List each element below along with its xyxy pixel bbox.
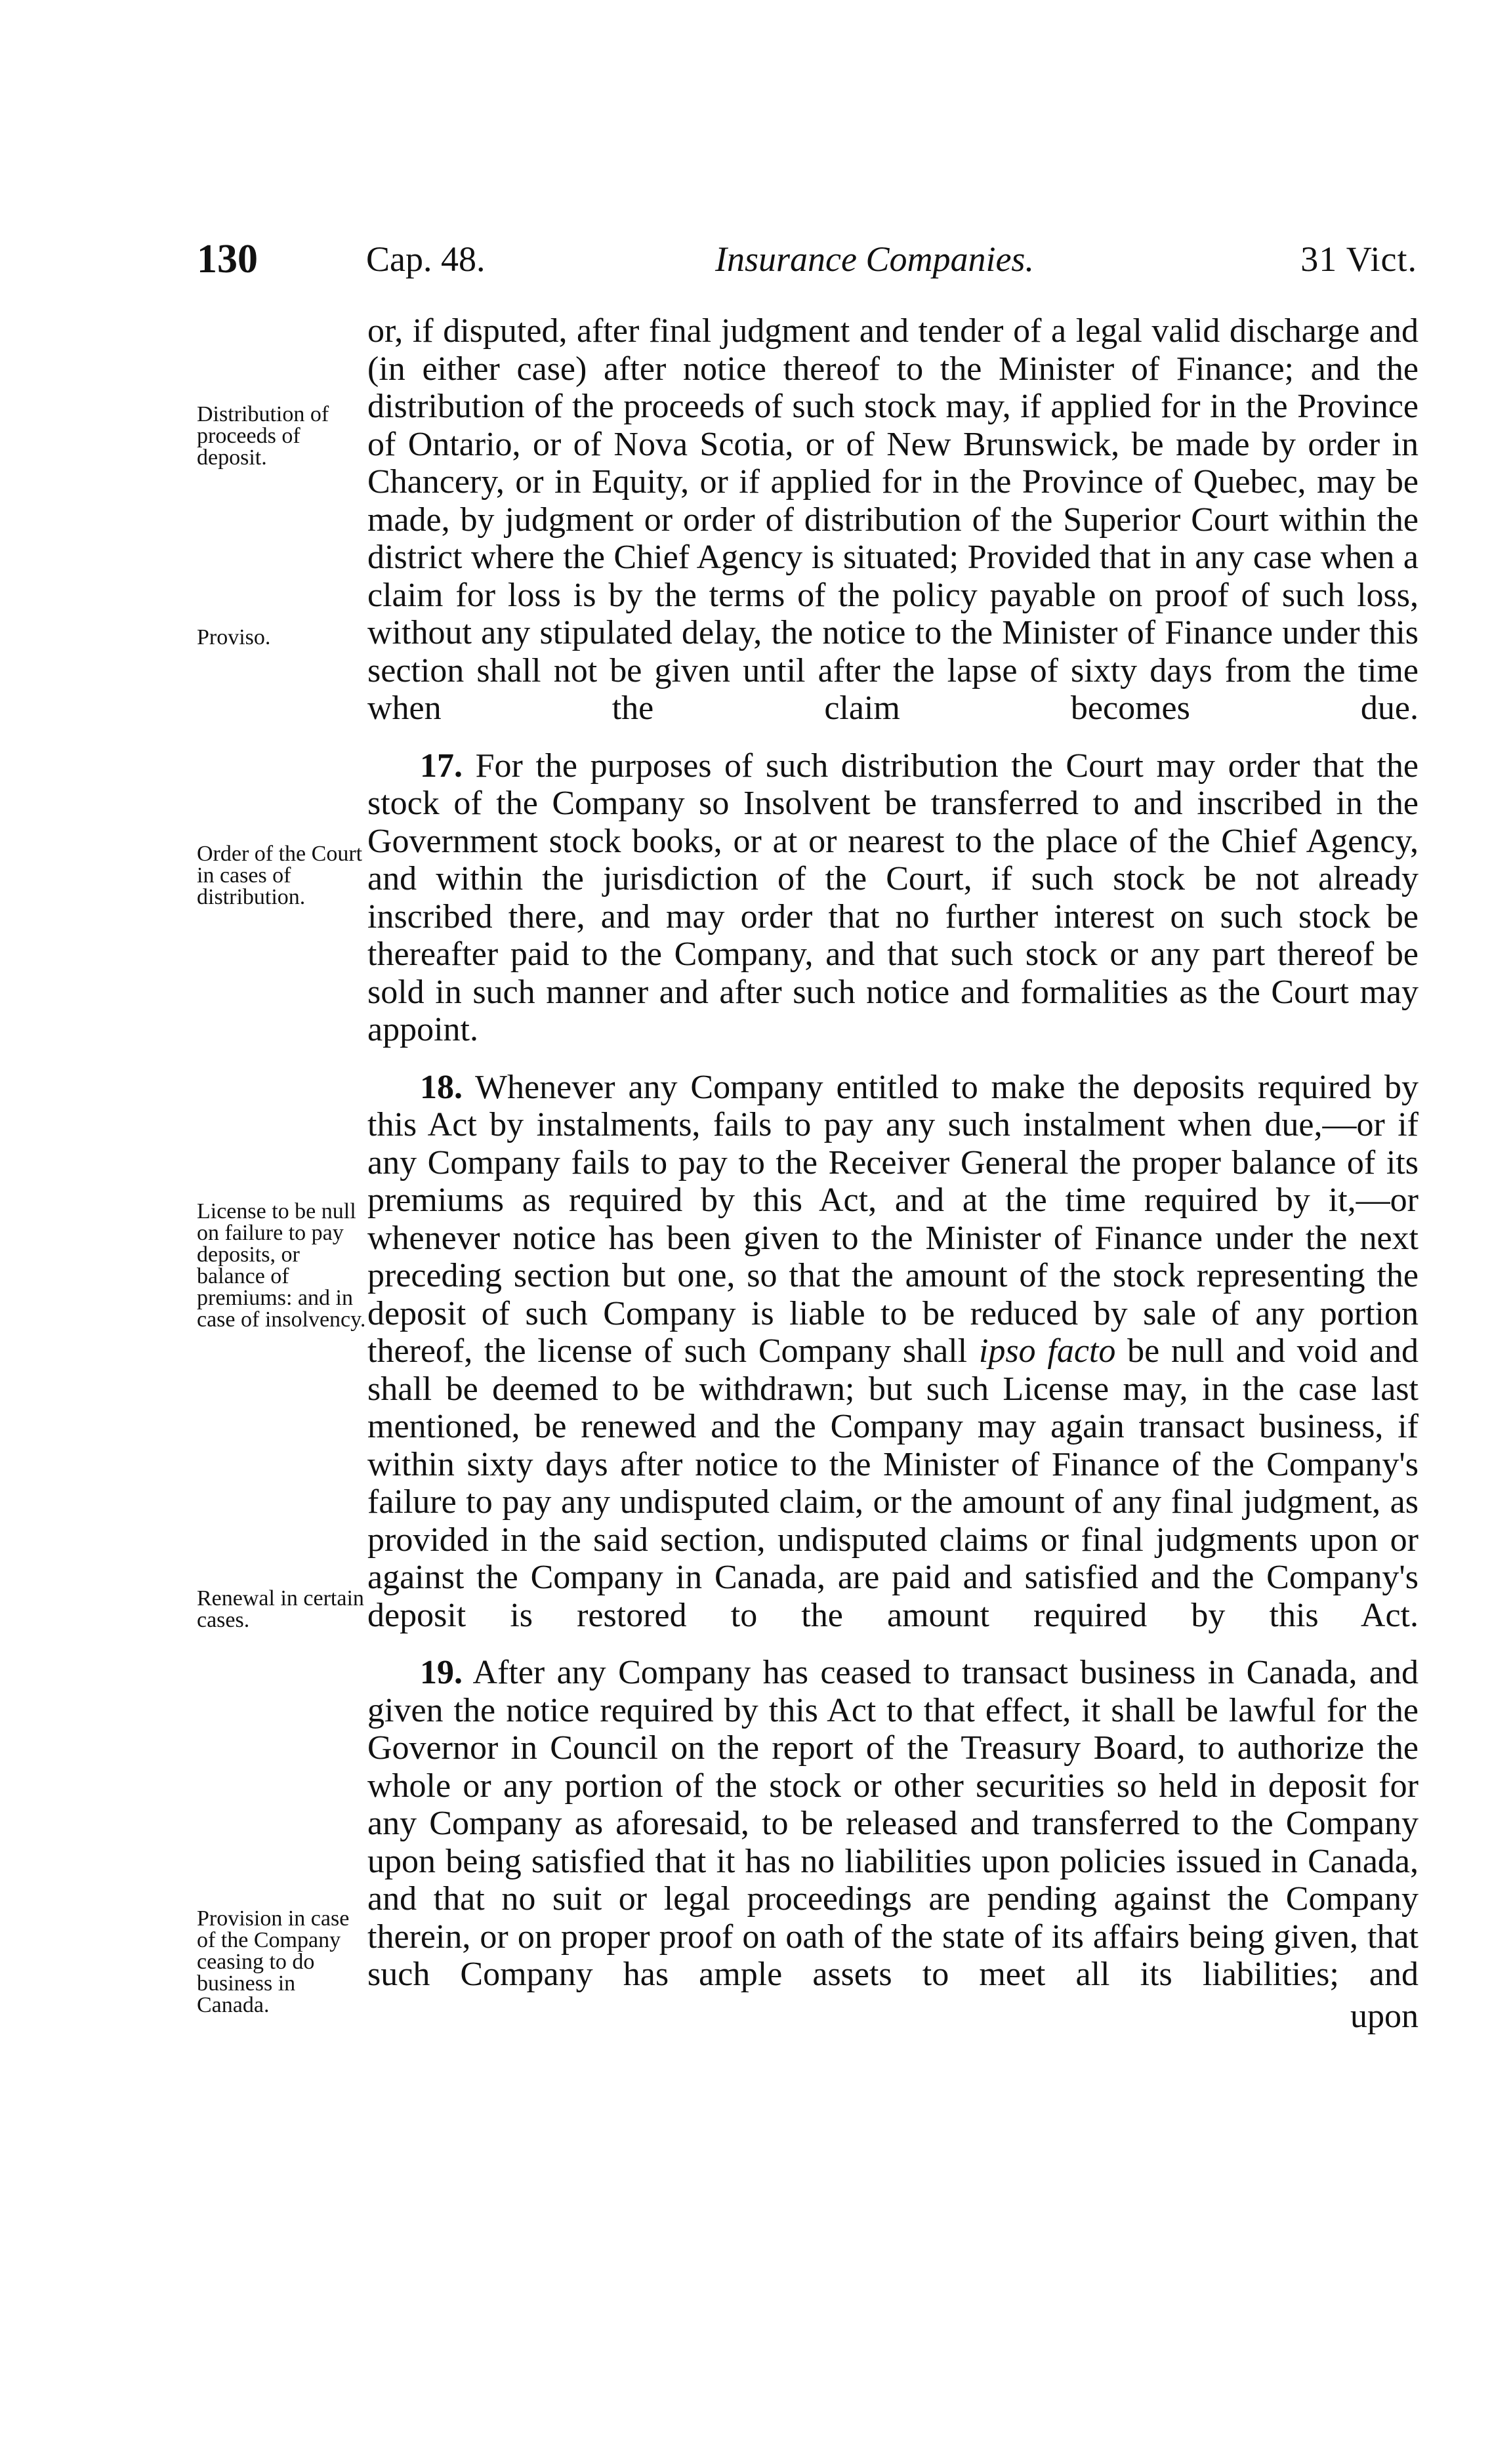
catchword: upon bbox=[1350, 1997, 1419, 2035]
margin-note-order-of-court: Order of the Court in cases of distribution. bbox=[197, 842, 363, 909]
section-17-text: For the purposes of such distribution the Court may order that the stock of the Company so Insolvent be transferred to and inscribed in the Government stock books, or at or nearest to the place of the Chief Agency, and within the jurisdiction of the Court, if such stock be not already inscribed there, and may order that no further interest on such stock be thereafter paid to the Company, and that such stock or any part thereof be sold in such manner and after such notice and formalities as bbox=[367, 747, 1419, 1011]
margin-note-renewal: Renewal in certain cases. bbox=[197, 1586, 364, 1632]
running-title: Insurance Companies. bbox=[715, 239, 1034, 279]
body-text bbox=[367, 312, 1419, 2035]
section-19-number: 19. bbox=[420, 1654, 463, 1691]
section-18-final-line: is restored to the amount required by this Act. bbox=[510, 1596, 1419, 1634]
section-17-number: 17. bbox=[420, 747, 463, 785]
section-19 bbox=[367, 1654, 1419, 1994]
section-19-text: After any Company has ceased to transact business in Canada, and given the notice required by this Act to that effect, it shall be lawful for the Governor in Council on the report of the Treasury Board, to authorize the whole or any portion of the stock or other securities so held in deposit for any Company as aforesaid, to be released and transferred to the Company upon being satisfied that it has no liabilities upon policies issued in Canada, and that no suit or legal proceedings are pending against the Company therein, or on proper proof on oath of the state of its affairs being given, that such Company has ample assets to meet all its liabilities; and bbox=[367, 1654, 1419, 1993]
section-18-text-a: Whenever any Company entitled to make the deposits required by this Act by instalments, fails to pay any such instalment when due,—or if any Company fails to pay to the Receiver General the proper balance of its premiums as required by this Act, and at the time required by it,—or whenever notice has been given to the Minister of Finance under the next preceding section but one, so that the amount of the stock representing the deposit of such Company is liable to be reduced by sale of any portion thereof, the license of such Company shall bbox=[367, 1068, 1419, 1370]
chapter-number: Cap. 48. bbox=[366, 239, 486, 279]
regnal-year: 31 Vict. bbox=[1300, 239, 1417, 279]
margin-note-distribution: Distribution of proceeds of deposit. bbox=[197, 402, 329, 470]
page-number: 130 bbox=[197, 237, 258, 281]
section-18-text-b: be null and void and shall be deemed to be withdrawn; but such License may, in the case last mentioned, be renewed and the Company may again transact business, if within sixty days after notice to the Minister of Finance of the Company's failure to pay any undisputed claim, or the amount of any final judgment, as provided in the said section, undisputed claims or final judgments upon or against the Company in Canada, are paid and satisfied and the Company's deposit bbox=[367, 1332, 1419, 1634]
section-16-text: or, if disputed, after final judgment and tender of a legal valid discharge and (in either case) after notice thereof to the Minister of Finance; and the distribution of the proceeds of such stock may, if applied for in the Province of Ontario, or of Nova Scotia, or of New Brunswick, be made by order in Chancery, or in Equity, or if applied for in the Province of Quebec, may be made, by judgment or order of distribution of the Superior Court within the district where the Chief Agency is situated; Provided that in any case when a claim for loss is by the terms of the policy payable on proof of such loss, without any stipulated delay, the notice to the Minister of Finance under this section shall not be given until after the lapse of sixty days bbox=[367, 312, 1419, 689]
margin-note-license-null: License to be null on failure to pay deposits, or balance of premiums: and in case of insolvency. bbox=[197, 1199, 366, 1332]
section-18 bbox=[367, 1069, 1419, 1635]
section-18-italic-phrase: ipso facto bbox=[978, 1332, 1116, 1370]
section-16-final-line: from the time when the claim becomes due. bbox=[367, 651, 1419, 727]
section-17 bbox=[367, 747, 1419, 1049]
running-header bbox=[197, 236, 1417, 282]
margin-note-provision-ceasing: Provision in case of the Company ceasing to do business in Canada. bbox=[197, 1906, 350, 2017]
section-16-continuation bbox=[367, 312, 1419, 728]
margin-note-proviso: Proviso. bbox=[197, 625, 271, 649]
section-18-number: 18. bbox=[420, 1068, 463, 1106]
section-17-final-line: the Court may appoint. bbox=[367, 973, 1419, 1048]
